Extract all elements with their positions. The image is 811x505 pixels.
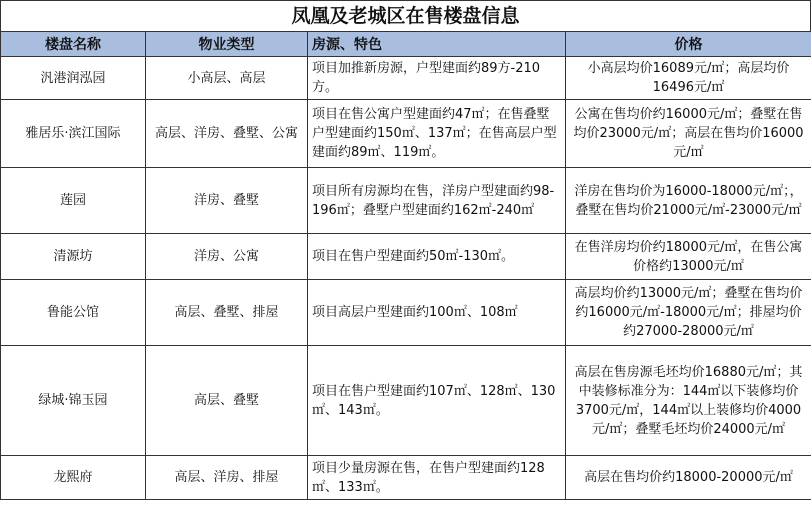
cell-type: 高层、洋房、排屋 (146, 456, 308, 500)
cell-name: 鲁能公馆 (1, 280, 146, 346)
cell-price: 小高层均价16089元/㎡；高层均价16496元/㎡ (566, 57, 811, 100)
table-row (1, 100, 811, 168)
header-price: 价格 (566, 32, 811, 57)
cell-features: 项目在售户型建面约50㎡-130㎡。 (308, 234, 566, 280)
cell-name: 汎港润泓园 (1, 57, 146, 100)
table-row (1, 280, 811, 346)
cell-features: 项目高层户型建面约100㎡、108㎡ (308, 280, 566, 346)
header-features: 房源、特色 (308, 32, 566, 57)
header-name: 楼盘名称 (1, 32, 146, 57)
cell-type: 高层、叠墅 (146, 346, 308, 456)
cell-name: 绿城·锦玉园 (1, 346, 146, 456)
table-row (1, 57, 811, 100)
cell-price: 洋房在售均价为16000-18000元/㎡；，叠墅在售均价21000元/㎡-23000元/㎡ (566, 168, 811, 234)
cell-features: 项目在售户型建面约107㎡、128㎡、130㎡、143㎡。 (308, 346, 566, 456)
cell-features: 项目加推新房源，户型建面约89方-210方。 (308, 57, 566, 100)
table-row (1, 168, 811, 234)
cell-features: 项目少量房源在售，在售户型建面约128㎡、133㎡。 (308, 456, 566, 500)
cell-features: 项目在售公寓户型建面约47㎡；在售叠墅户型建面约150㎡、137㎡；在售高层户型建面约89㎡、119㎡。 (308, 100, 566, 168)
header-type: 物业类型 (146, 32, 308, 57)
cell-name: 清源坊 (1, 234, 146, 280)
cell-name: 龙熙府 (1, 456, 146, 500)
table-header-row (1, 32, 811, 57)
cell-price: 公寓在售均价约16000元/㎡；叠墅在售均价23000元/㎡；高层在售均价16000元/㎡ (566, 100, 811, 168)
cell-features: 项目所有房源均在售，洋房户型建面约98-196㎡；叠墅户型建面约162㎡-240㎡ (308, 168, 566, 234)
table-row (1, 456, 811, 500)
cell-price: 高层在售房源毛坯均价16880元/㎡；其中装修标准分为：144㎡以下装修均价3700元/㎡，144㎡以上装修均价4000元/㎡；叠墅毛坯均价24000元/㎡ (566, 346, 811, 456)
cell-name: 莲园 (1, 168, 146, 234)
cell-price: 高层在售均价约18000-20000元/㎡ (566, 456, 811, 500)
cell-type: 洋房、公寓 (146, 234, 308, 280)
cell-type: 小高层、高层 (146, 57, 308, 100)
cell-price: 在售洋房均价约18000元/㎡，在售公寓价格约13000元/㎡ (566, 234, 811, 280)
cell-type: 高层、叠墅、排屋 (146, 280, 308, 346)
listing-table (0, 31, 811, 500)
cell-price: 高层均价约13000元/㎡；叠墅在售均价约16000元/㎡-18000元/㎡；排屋均价约27000-28000元/㎡ (566, 280, 811, 346)
page-title: 凤凰及老城区在售楼盘信息 (0, 0, 811, 31)
cell-type: 洋房、叠墅 (146, 168, 308, 234)
cell-type: 高层、洋房、叠墅、公寓 (146, 100, 308, 168)
cell-name: 雅居乐·滨江国际 (1, 100, 146, 168)
table-row (1, 234, 811, 280)
table-row (1, 346, 811, 456)
